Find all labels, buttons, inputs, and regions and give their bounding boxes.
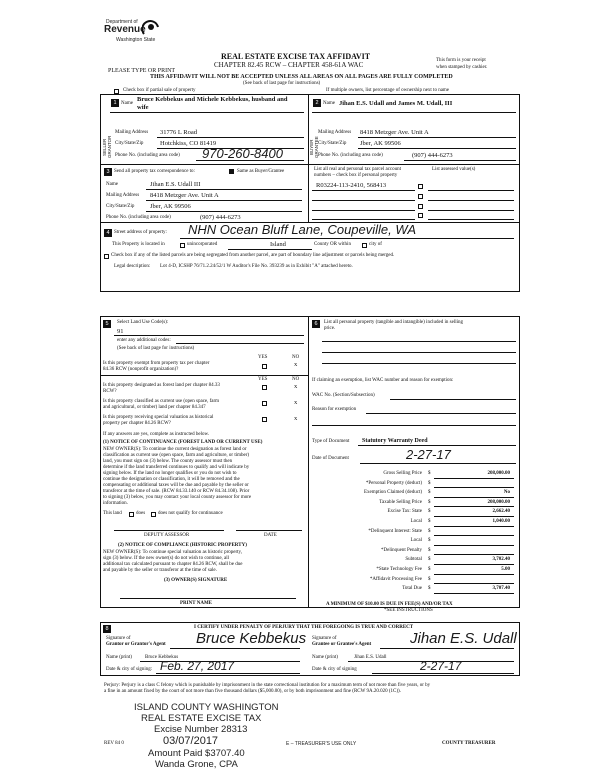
- historic-no-mark[interactable]: x: [294, 415, 298, 422]
- logo-swoosh-icon: [142, 18, 160, 36]
- calc-underline: [434, 487, 514, 488]
- does-not-qualify-checkbox[interactable]: [151, 512, 156, 517]
- calc-label: Taxable Selling Price: [379, 499, 422, 505]
- tax-name[interactable]: Jihan E.S. Udall III: [150, 181, 201, 188]
- section-6-badge: 6: [312, 320, 320, 328]
- grantee-name[interactable]: Jihan E.S. Udall: [354, 655, 387, 660]
- section-4-badge: 4: [104, 229, 112, 237]
- calc-underline: [434, 516, 514, 517]
- property-county[interactable]: Island: [270, 241, 286, 248]
- calc-label: Subtotal: [405, 557, 422, 563]
- parcel-checkbox-2[interactable]: [418, 194, 423, 199]
- tax-address[interactable]: 8418 Metzger Ave. Unit A: [150, 192, 219, 199]
- seller-name-1: Bruce Kebbekus and Michele Kebbekus, husband and: [137, 96, 288, 103]
- calc-currency: $: [428, 576, 431, 582]
- calc-underline: [434, 574, 514, 575]
- property-street[interactable]: NHN Ocean Bluff Lane, Coupeville, WA: [188, 222, 417, 237]
- forest-no-mark[interactable]: x: [294, 383, 298, 390]
- calc-currency: $: [428, 586, 431, 592]
- buyer-side-label: BUYER GRANTEE: [309, 136, 319, 158]
- calc-label: Total Due: [402, 586, 422, 592]
- calc-label: Exemption Claimed (deduct): [363, 490, 422, 496]
- calc-value[interactable]: 1,040.00: [492, 519, 510, 524]
- form-title: REAL ESTATE EXCISE TAX AFFIDAVIT: [221, 52, 371, 61]
- buyer-name: Jihan E.S. Udall and James M. Udall, III: [339, 100, 453, 107]
- seller-name-2: wife: [137, 104, 149, 111]
- calc-currency: $: [428, 538, 431, 544]
- grantee-date[interactable]: 2-27-17: [420, 659, 462, 673]
- continuance-title: (1) NOTICE OF CONTINUANCE (FOREST LAND OR CURRENT USE): [103, 440, 263, 445]
- warning: THIS AFFIDAVIT WILL NOT BE ACCEPTED UNLESS ALL AREAS ON ALL PAGES ARE FULLY COMPLETED: [150, 74, 453, 80]
- calc-value[interactable]: 5.00: [501, 567, 510, 572]
- parcel-number[interactable]: R03224-113-2410, 568413: [316, 182, 387, 189]
- historic-yes-checkbox[interactable]: [262, 417, 267, 422]
- rev-number: REV 84 0: [104, 741, 124, 746]
- calc-currency: $: [428, 490, 431, 496]
- stamp-line-5: Amount Paid $3707.40: [148, 748, 245, 759]
- exempt-no-mark[interactable]: x: [294, 361, 298, 368]
- calc-currency: $: [428, 499, 431, 505]
- calc-currency: $: [428, 509, 431, 515]
- calc-currency: $: [428, 471, 431, 476]
- calc-currency: $: [428, 480, 431, 486]
- calc-underline: [434, 593, 514, 594]
- legal-description: Lot 4-D, ICSHP 76/71.2.24/52/1 W Auditor's File No. 393239 as in Exhibit "A" attached hereto.: [160, 264, 353, 269]
- calc-currency: $: [428, 567, 431, 572]
- calc-label: Gross Selling Price: [383, 471, 422, 476]
- buyer-address[interactable]: 8418 Metzger Ave. Unit A: [360, 129, 429, 136]
- grantor-date[interactable]: Feb. 27, 2017: [160, 659, 235, 673]
- calc-underline: [434, 478, 514, 479]
- parcel-checkbox-4[interactable]: [418, 213, 423, 218]
- exempt-yes-checkbox[interactable]: [262, 364, 267, 369]
- parcel-checkbox-3[interactable]: [418, 204, 423, 209]
- stamp-line-4: 03/07/2017: [163, 735, 219, 747]
- current-use-no-mark[interactable]: x: [294, 399, 298, 406]
- receipt-note-2: when stamped by cashier.: [436, 65, 488, 70]
- stamp-line-2: REAL ESTATE EXCISE TAX: [141, 713, 262, 724]
- city-of-checkbox[interactable]: [362, 243, 367, 248]
- calc-label: *State Technology Fee: [376, 567, 422, 572]
- calc-value[interactable]: 208,000.00: [487, 471, 510, 476]
- logo: [102, 18, 162, 46]
- calc-underline: [434, 545, 514, 546]
- multiple-owners-note: If multiple owners, list percentage of ownership next to name: [326, 88, 450, 93]
- receipt-note-1: This form is your receipt: [436, 58, 486, 63]
- document-date[interactable]: 2-27-17: [406, 447, 451, 462]
- calc-value[interactable]: 208,000.00: [487, 499, 510, 505]
- partial-sale-label: Check box if partial sale of property: [123, 88, 196, 93]
- stamp-line-6: Wanda Grone, CPA: [155, 759, 238, 770]
- forest-yes-checkbox[interactable]: [262, 385, 267, 390]
- seller-city[interactable]: Hotchkiss, CO 81419: [160, 140, 217, 147]
- does-qualify-checkbox[interactable]: [129, 512, 134, 517]
- county-treasurer: COUNTY TREASURER: [442, 741, 496, 746]
- calc-underline: [434, 535, 514, 536]
- tax-phone[interactable]: (907) 444-6273: [200, 214, 241, 221]
- calc-underline: [434, 526, 514, 527]
- parcel-checkbox-1[interactable]: [418, 184, 423, 189]
- treasurer-use: E – TREASURER'S USE ONLY: [286, 741, 357, 747]
- calc-label: Local: [410, 519, 422, 524]
- logo-agency: Revenue: [104, 24, 146, 35]
- calc-value[interactable]: 3,707.40: [492, 586, 510, 592]
- calc-value[interactable]: No: [503, 490, 510, 496]
- perjury-line-1: Perjury: Perjury is a class C felony which is punishable by imprisonment in the state correctional institution for a maximum term of not more than five years, or by: [104, 683, 431, 688]
- calc-underline: [434, 583, 514, 584]
- stamp-line-1: ISLAND COUNTY WASHINGTON: [134, 702, 279, 713]
- certify-title: I CERTIFY UNDER PENALTY OF PERJURY THAT THE FOREGOING IS TRUE AND CORRECT: [194, 625, 414, 630]
- document-type[interactable]: Statutory Warranty Deed: [362, 438, 428, 444]
- calc-underline: [434, 554, 514, 555]
- seller-phone[interactable]: 970-260-8400: [202, 146, 283, 161]
- calc-label: *Personal Property (deduct): [365, 480, 422, 486]
- calc-underline: [434, 497, 514, 498]
- calc-label: Local: [410, 538, 422, 544]
- calc-currency: $: [428, 557, 431, 563]
- calc-currency: $: [428, 547, 431, 553]
- perjury-line-2: a fine in an amount fixed by the court of not more than five thousand dollars ($5,000.00), or by both imprisonment and fine (RCW 9A.20.020 (1C)).: [104, 689, 401, 694]
- section-3-badge: 3: [104, 168, 112, 176]
- calc-label: Excise Tax: State: [387, 509, 422, 515]
- section-5-badge: 5: [103, 320, 111, 328]
- grantee-signature[interactable]: Jihan E.S. Udall: [410, 630, 517, 647]
- grantor-signature[interactable]: Bruce Kebbekus: [196, 630, 307, 647]
- compliance-title: (2) NOTICE OF COMPLIANCE (HISTORIC PROPERTY): [118, 543, 247, 548]
- logo-state: Washington State: [116, 37, 156, 43]
- buyer-phone[interactable]: (907) 444-6273: [412, 152, 453, 159]
- grantor-name[interactable]: Bruce Kebbekus: [145, 655, 179, 660]
- minimum-due-note: A MINIMUM OF $10.00 IS DUE IN FEE(S) AND/OR TAX: [326, 602, 453, 607]
- current-use-yes-checkbox[interactable]: [262, 401, 267, 406]
- calc-label: *Delinquent Penalty: [381, 547, 422, 553]
- land-use-code[interactable]: 91: [117, 328, 124, 335]
- section-2-badge: 2: [313, 99, 321, 107]
- calc-value[interactable]: 3,702.40: [492, 557, 510, 563]
- seller-side-label: SELLER GRANTOR: [102, 135, 112, 159]
- section-8-badge: 8: [103, 625, 111, 633]
- calc-label: *Delinquent Interest: State: [368, 528, 422, 534]
- calc-underline: [434, 564, 514, 565]
- tax-city[interactable]: Jber, AK 99506: [150, 203, 191, 210]
- print-note: PLEASE TYPE OR PRINT: [108, 68, 176, 74]
- seller-address[interactable]: 31776 L Road: [160, 129, 197, 136]
- same-as-buyer-checkbox[interactable]: [229, 169, 234, 174]
- calc-label: *Affidavit Processing Fee: [369, 576, 422, 582]
- calc-currency: $: [428, 528, 431, 534]
- form-chapter: CHAPTER 82.45 RCW – CHAPTER 458-61A WAC: [214, 61, 364, 69]
- logo-dept: Department of: [106, 19, 138, 25]
- section-1-badge: 1: [111, 99, 119, 107]
- instructions: (See back of last page for instructions): [243, 81, 321, 86]
- unincorporated-checkbox[interactable]: [180, 243, 185, 248]
- calc-underline: [434, 506, 514, 507]
- stamp-line-3: Excise Number 28313: [154, 724, 248, 735]
- buyer-city[interactable]: Jber, AK 99506: [360, 140, 401, 147]
- calc-value[interactable]: 2,662.40: [492, 509, 510, 515]
- calc-currency: $: [428, 519, 431, 524]
- segregated-checkbox[interactable]: [104, 254, 109, 259]
